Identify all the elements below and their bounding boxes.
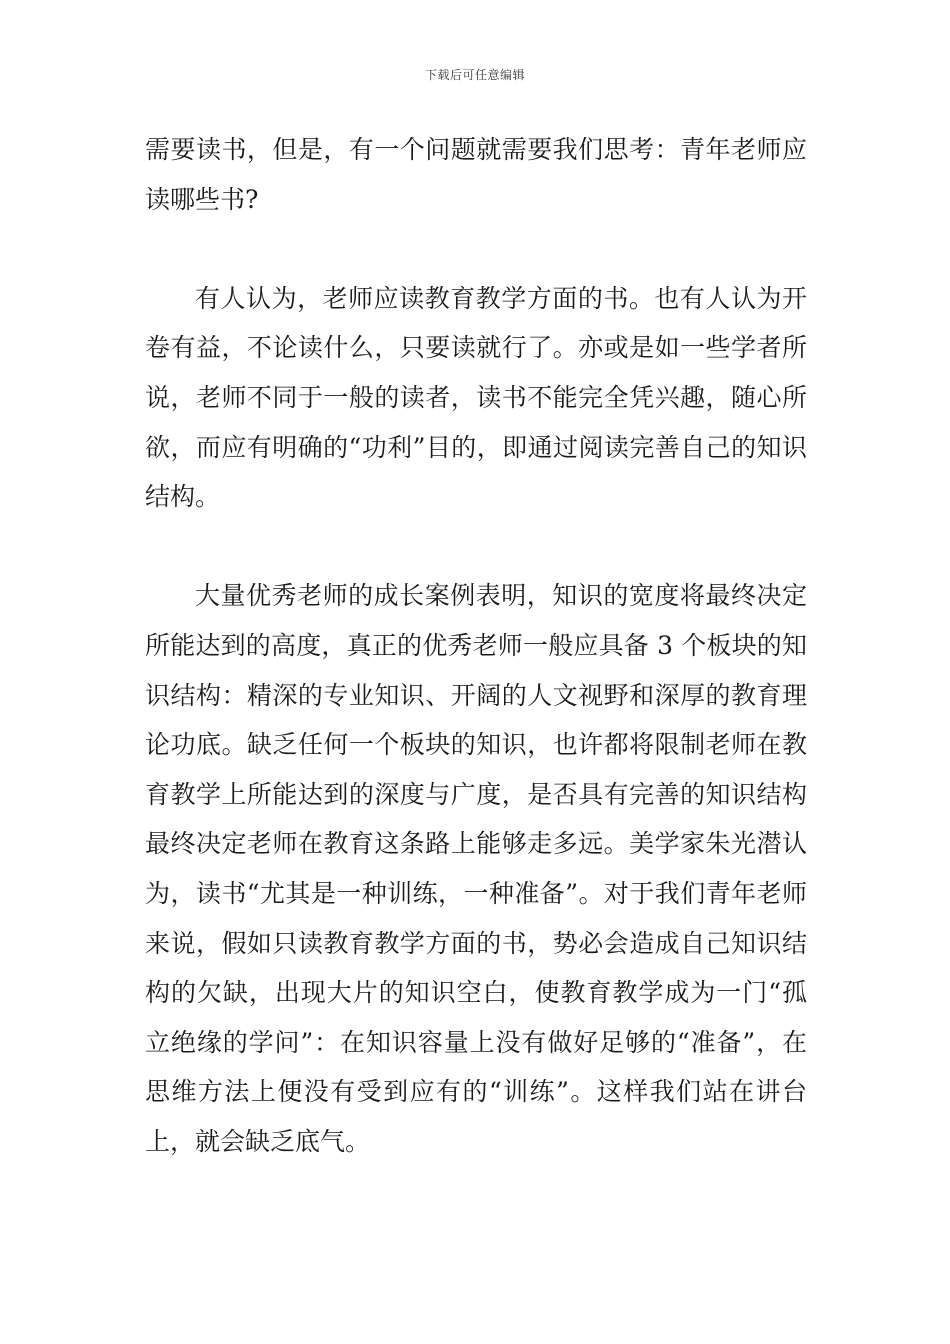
paragraph-1: 需要读书，但是，有一个问题就需要我们思考：青年老师应读哪些书? — [145, 135, 807, 214]
paragraph-3: 大量优秀老师的成长案例表明，知识的宽度将最终决定所能达到的高度，真正的优秀老师一般应具备 3 个板块的知识结构：精深的专业知识、开阔的人文视野和深厚的教育理论功底。缺乏任何一个板块的知识，也许都将限制老师在教育教学上所能达到的深度与广度，是否具有完善的知识结构最终决定老师在教育这条路上能够走多远。美学家朱光潜认为，读书“尤其是一种训练，一种准备”。对于我们青年老师来说，假如只读教育教学方面的书，势必会造成自己知识结构的欠缺，出现大片的知识空白，使教育教学成为一门“孤立绝缘的学问”：在知识容量上没有做好足够的“准备”，在思维方法上便没有受到应有的“训练”。这样我们站在讲台上，就会缺乏底气。 — [145, 581, 807, 1156]
paragraph-spacer — [145, 224, 807, 274]
document-body — [145, 125, 807, 1166]
header-note: 下载后可任意编辑 — [424, 68, 525, 82]
paragraph-2: 有人认为，老师应读教育教学方面的书。也有人认为开卷有益，不论读什么，只要读就行了。亦或是如一些学者所说，老师不同于一般的读者，读书不能完全凭兴趣，随心所欲，而应有明确的“功利”目的，即通过阅读完善自己的知识结构。 — [145, 283, 807, 512]
paragraph-spacer — [145, 522, 807, 572]
